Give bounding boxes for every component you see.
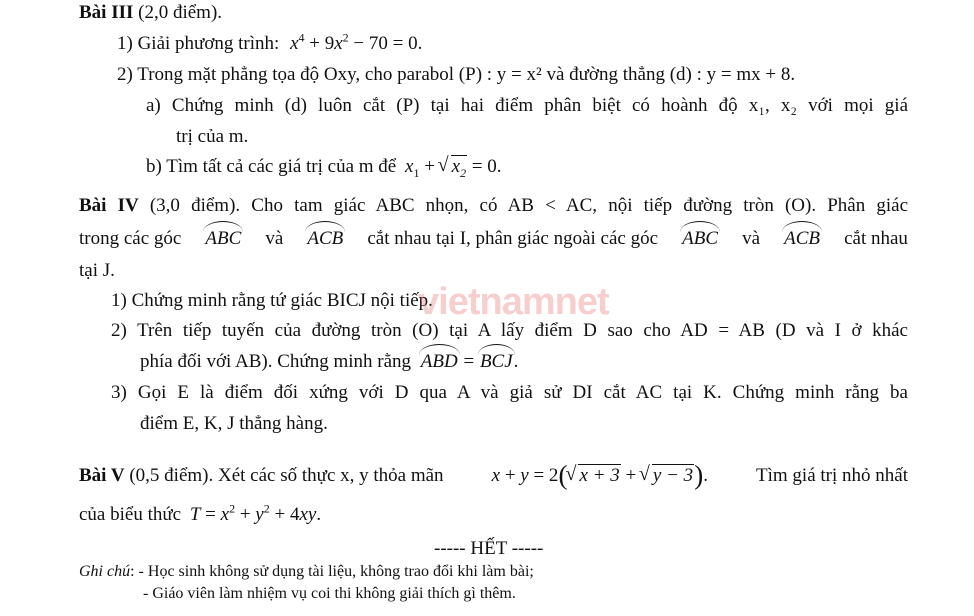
angle-acb-1: ACB — [307, 228, 344, 249]
b4-q2-text: Trên tiếp tuyến của đường tròn (O) tại A lấy điểm D sao cho AD = AB (D và I ở khác — [137, 320, 908, 341]
b4-l1: Cho tam giác ABC nhọn, có AB < AC, nội tiếp đường tròn (O). Phân giác — [251, 195, 909, 216]
b3-q2 — [117, 64, 795, 86]
b5-line2 — [79, 501, 322, 526]
b4-q1-num: 1) — [111, 290, 127, 311]
angle-abc-1: ABC — [205, 228, 242, 249]
b3-score: (2,0 điểm). — [138, 2, 223, 23]
b5-l1b: Tìm giá trị nhỏ nhất — [756, 465, 908, 486]
b4-q2-text2: phía đối với AB). Chứng minh rằng — [140, 351, 412, 372]
b4-q1-text: Chứng minh rằng tứ giác BICJ nội tiếp. — [131, 290, 433, 311]
b5-l2: của biểu thức — [79, 504, 182, 525]
b4-l3: tại J. — [79, 260, 115, 281]
b3-title: Bài III — [79, 2, 134, 23]
b3-q1 — [117, 30, 423, 55]
end-marker: ----- HẾT ----- — [434, 538, 544, 559]
b4-l2e: cắt nhau — [844, 228, 908, 249]
b3-qb-num: b) — [146, 156, 162, 177]
b3-qa-text: Chứng minh (d) luôn cắt (P) tại hai điểm phân biệt có hoành độ x₁, x₂ với mọi giá — [171, 95, 909, 116]
b4-q2-line2 — [140, 351, 518, 373]
angle-acb-2: ACB — [784, 228, 820, 249]
b5-line1 — [79, 460, 908, 491]
b4-q2-num: 2) — [111, 320, 127, 341]
b3-q1-text: Giải phương trình: — [137, 33, 280, 54]
b4-q3 — [111, 382, 908, 404]
b4-q3-text2: điểm E, K, J thẳng hàng. — [140, 413, 328, 434]
b5-title: Bài V — [79, 465, 125, 486]
note-l2: - Giáo viên làm nhiệm vụ coi thi không giải thích gì thêm. — [143, 585, 516, 602]
b5-score: (0,5 điểm). — [129, 465, 214, 486]
b5-l1a: Xét các số thực x, y thỏa mãn — [218, 465, 444, 486]
b4-l2a: trong các góc — [79, 228, 182, 249]
vietnamnet-watermark: vietnamnet — [418, 281, 609, 323]
b3-qb-text: Tìm tất cả các giá trị của m để — [166, 156, 397, 177]
b3-header — [79, 2, 222, 24]
b3-q1-num: 1) — [117, 33, 133, 54]
b3-qa-text2: trị của m. — [176, 126, 249, 147]
b4-l2d: và — [742, 228, 761, 249]
b4-l2b: và — [265, 228, 284, 249]
b3-q1-equation: $x^4 + 9x^2 - 70 = 0$. — [290, 30, 423, 54]
b3-q2-num: 2) — [117, 64, 133, 85]
b4-score: (3,0 điểm). — [149, 195, 241, 216]
note-label: Ghi chú — [79, 563, 131, 580]
b5-condition: x + y = 2(√ x + 3 + √ y − 3). — [492, 460, 708, 491]
b3-qb-equation: $x_1$ + √ $x_2 = 0$. — [405, 156, 502, 177]
b4-line1 — [79, 195, 908, 217]
angle-abc-2: ABC — [682, 228, 719, 249]
note-line1 — [79, 563, 534, 581]
b3-qb — [146, 156, 502, 178]
b3-q2-text: Trong mặt phẳng tọa độ Oxy, cho parabol (P) : y = x² và đường thẳng (d) : y = mx + 8. — [137, 64, 796, 85]
b4-q3-text: Gọi E là điểm đối xứng với D qua A và giả sử DI cắt AC tại K. Chứng minh rằng ba — [137, 382, 908, 403]
b4-q3-num: 3) — [111, 382, 127, 403]
b3-qa-num: a) — [146, 95, 161, 116]
b5-expression: $T = x^2 + y^2 + 4xy$. — [189, 501, 322, 525]
b4-line2 — [79, 228, 908, 250]
b4-q1 — [111, 290, 433, 312]
b4-l2c: cắt nhau tại I, phân giác ngoài các góc — [367, 228, 659, 249]
b3-qa — [146, 95, 908, 117]
b4-q2-equation: ABD = BCJ. — [420, 351, 519, 372]
b4-title: Bài IV — [79, 195, 139, 216]
note-l1: : - Học sinh không sử dụng tài liệu, không trao đổi khi làm bài; — [130, 563, 534, 580]
